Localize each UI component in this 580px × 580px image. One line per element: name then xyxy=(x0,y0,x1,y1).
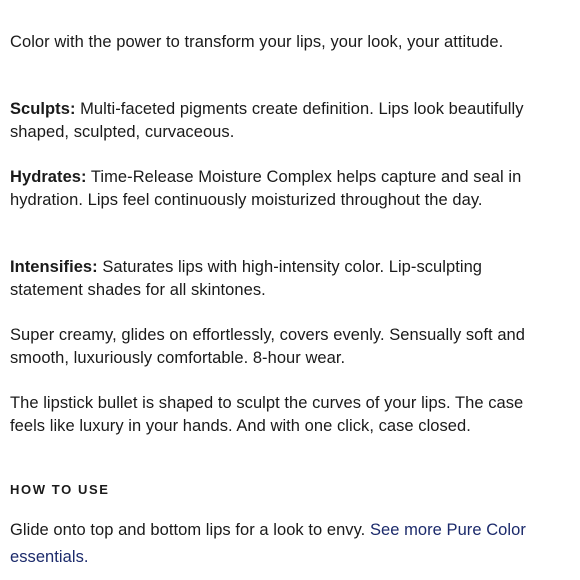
how-to-use-heading: HOW TO USE xyxy=(10,482,110,497)
how-to-use-text xyxy=(10,517,550,571)
feature-term: Intensifies: xyxy=(10,258,98,276)
see-more-essentials-link[interactable]: See more Pure Color essentials. xyxy=(10,521,526,566)
intro-text: Color with the power to transform your lips, your look, your attitude. xyxy=(10,33,504,51)
texture-text: Super creamy, glides on effortlessly, covers evenly. Sensually soft and smooth, luxuriously comfortable. 8-hour wear. xyxy=(10,326,525,367)
case-text: The lipstick bullet is shaped to sculpt the curves of your lips. The case feels like luxury in your hands. And with one click, case closed. xyxy=(10,394,524,435)
feature-text: Time-Release Moisture Complex helps capture and seal in hydration. Lips feel continuously moisturized throughout the day. xyxy=(10,168,522,209)
feature-text: Saturates lips with high-intensity color. Lip-sculpting statement shades for all skintones. xyxy=(10,258,483,299)
feature-sculpts xyxy=(10,98,550,143)
feature-term: Hydrates: xyxy=(10,168,87,186)
feature-term: Sculpts: xyxy=(10,100,76,118)
how-to-use-instructions: Glide onto top and bottom lips for a look to envy. xyxy=(10,521,370,539)
feature-intensifies xyxy=(10,256,550,301)
feature-hydrates xyxy=(10,166,550,211)
feature-text: Multi-faceted pigments create definition. Lips look beautifully shaped, sculpted, curvaceous. xyxy=(10,100,524,141)
